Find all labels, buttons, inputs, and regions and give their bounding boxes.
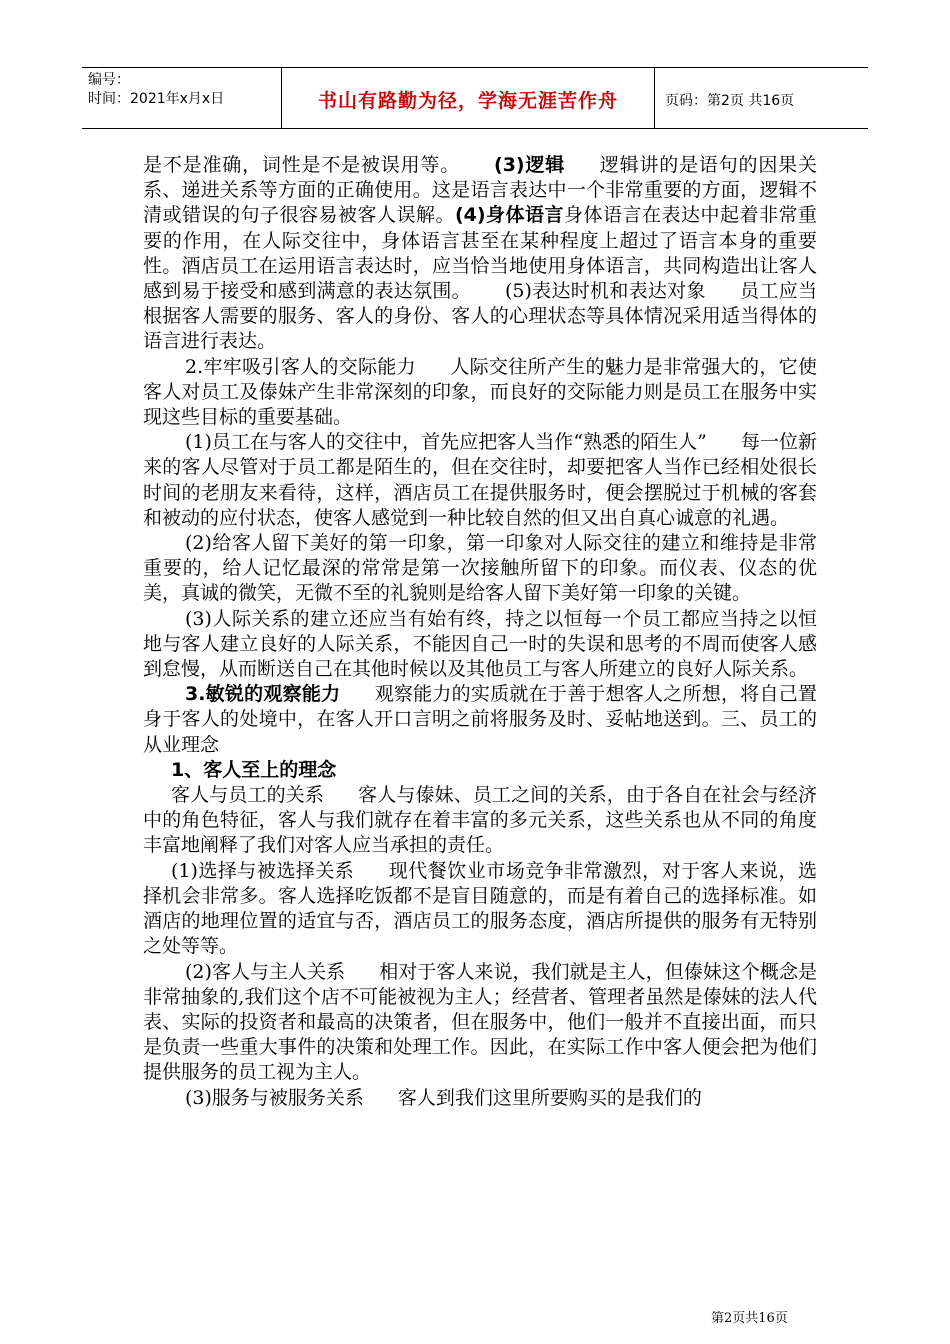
paragraph-host-guest: (2)客人与主人关系 相对于客人来说，我们就是主人，但傣妹这个概念是非常抽象的,我们这个店不可能被视为主人；经营者、管理者虽然是傣妹的法人代表、实际的投资者和最高的决策者，但在服务中，他们一般并不直接出面，而只是负责一些重大事件的决策和处理工作。因此，在实际工作中客人便会把为他们提供服务的员工视为主人。 [143,960,817,1084]
paragraph-customer-employee: 客人与员工的关系 客人与傣妹、员工之间的关系，由于各自在社会与经济中的角色特征，客人与我们就存在着丰富的多元关系，这些关系也从不同的角度丰富地阐释了我们对客人应当承担的责任。 [143,784,817,857]
header-time-label: 时间：2021年x月x日 [88,91,225,107]
paragraph-choice: (1)选择与被选择关系 现代餐饮业市场竞争非常激烈，对于客人来说，选择机会非常多。客人选择吃饭都不是盲目随意的，而是有着自己的选择标准。如酒店的地理位置的适宜与否，酒店员工的服务态度，酒店所提供的服务有无特别之处等等。 [143,859,817,958]
page-footer: 第2页共16页 [711,1311,788,1326]
section-heading-customer-first: 1、客人至上的理念 [171,758,337,781]
header-motto: 书山有路勤为径，学海无涯苦作舟 [282,68,655,128]
document-body [143,153,817,1111]
header-number-label: 编号： [88,72,130,88]
page-header [82,67,868,129]
paragraph-familiar-stranger: (1)员工在与客人的交往中，首先应把客人当作“熟悉的陌生人” 每一位新来的客人尽管对于员工都是陌生的，但在交往时，却要把客人当作已经相处很长时间的老朋友来看待，这样，酒店员工在提供服务时，便会摆脱过于机械的客套和被动的应付状态，使客人感觉到一种比较自然的但又出自真心诚意的礼遇。 [143,431,817,529]
paragraph-service: (3)服务与被服务关系 客人到我们这里所要购买的是我们的 [185,1086,702,1109]
paragraph-language-skills: 是不是准确，词性是不是被误用等。 (3)逻辑 逻辑讲的是语句的因果关系、递进关系等方面的正确使用。这是语言表达中一个非常重要的方面，逻辑不清或错误的句子很容易被客人误解。(4)身体语言身体语言在表达中起着非常重要的作用，在人际交往中，身体语言甚至在某种程度上超过了语言本身的重要性。酒店员工在运用语言表达时，应当恰当地使用身体语言，共同构造出让客人感到易于接受和感到满意的表达氛围。 (5)表达时机和表达对象 员工应当根据客人需要的服务、客人的身份、客人的心理状态等具体情况采用适当得体的语言进行表达。 [143,154,817,353]
header-meta [82,68,282,128]
paragraph-social-ability: 2.牢牢吸引客人的交际能力 人际交往所产生的魅力是非常强大的，它使客人对员工及傣妹产生非常深刻的印象，而良好的交际能力则是员工在服务中实现这些目标的重要基础。 [143,355,817,429]
paragraph-observation: 3.敏锐的观察能力 观察能力的实质就在于善于想客人之所想，将自己置身于客人的处境中，在客人开口言明之前将服务及时、妥帖地送到。三、员工的从业理念 [143,683,817,756]
paragraph-relationship: (3)人际关系的建立还应当有始有终，持之以恒每一个员工都应当持之以恒地与客人建立良好的人际关系，不能因自己一时的失误和思考的不周而使客人感到怠慢，从而断送自己在其他时候以及其他员工与客人所建立的良好人际关系。 [143,607,817,681]
header-page-info: 页码：第2页 共16页 [665,93,795,109]
paragraph-first-impression: (2)给客人留下美好的第一印象，第一印象对人际交往的建立和维持是非常重要的，给人记忆最深的常常是第一次接触所留下的印象。而仪表、仪态的优美，真诚的微笑，无微不至的礼貌则是给客人留下美好第一印象的关键。 [143,532,817,605]
